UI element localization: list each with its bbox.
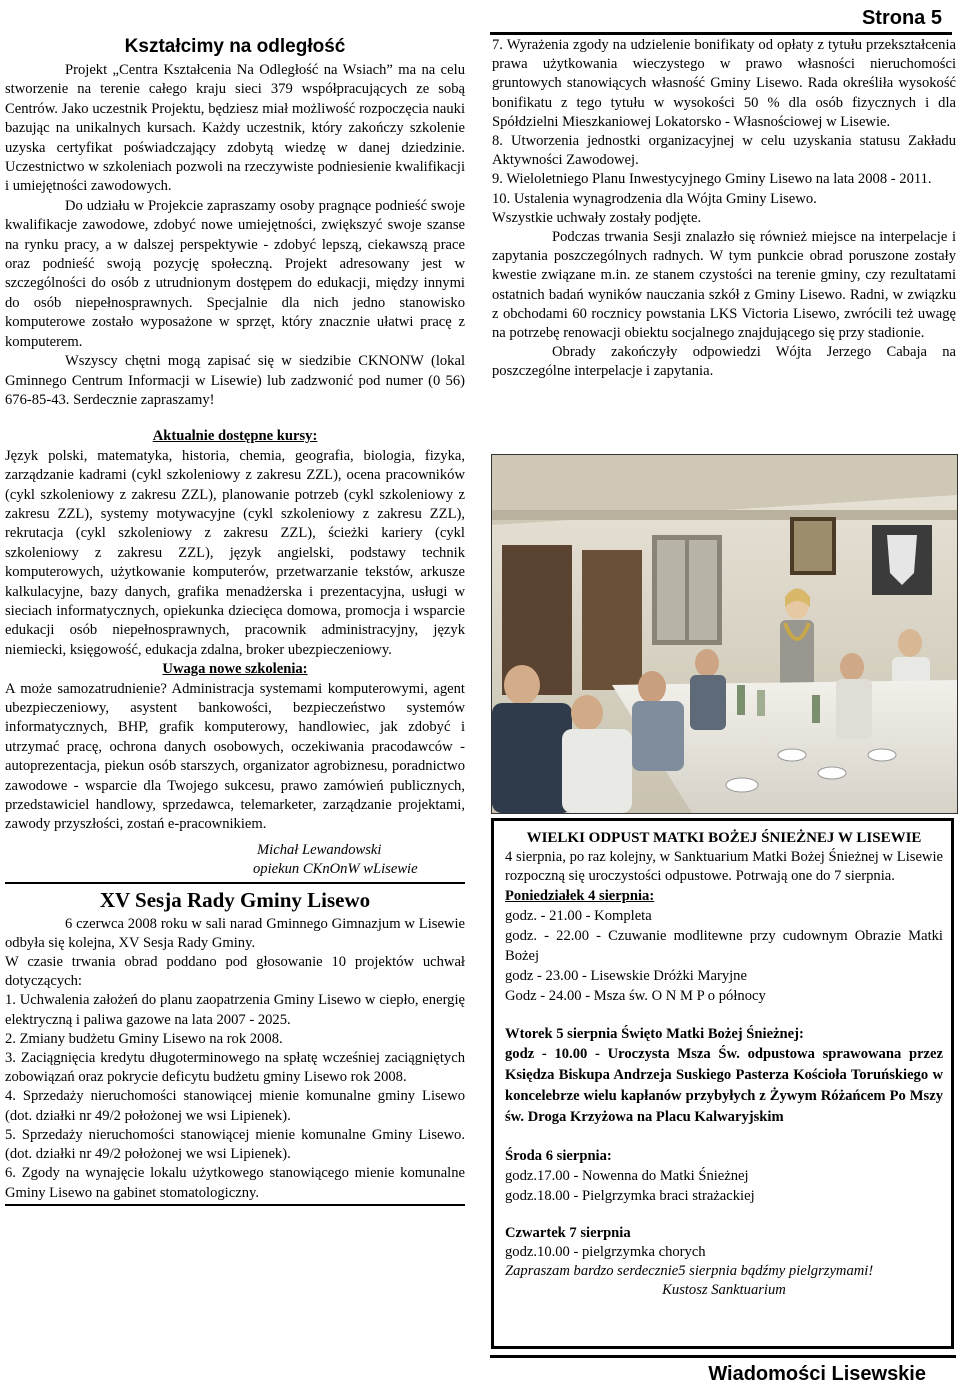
day-heading: Poniedziałek 4 sierpnia:	[505, 888, 655, 904]
odpust-box	[491, 818, 954, 1349]
schedule-item: godz.10.00 - pielgrzymka chorych	[505, 1244, 706, 1260]
article-kształcimy	[5, 36, 465, 880]
resolution-item: 10. Ustalenia wynagrodzenia dla Wójta Gminy Lisewo.	[492, 190, 817, 207]
schedule-item: godz - 10.00 - Uroczysta Msza Św. odpustowa sprawowana przez Księdza Biskupa Andrzeja Suskiego Pasterza Kościoła Toruńskiego w koncelebrze wielu kapłanów przybyłych z Żywym Różańcem Po Mszy św. Droga Krzyżowa na Placu Kalwaryjskim	[505, 1046, 943, 1125]
article-sesja	[5, 888, 465, 1203]
left-column	[5, 36, 465, 1206]
session-photo	[491, 454, 958, 814]
right-column-session	[492, 36, 956, 382]
article-paragraph: Wszyscy chętni mogą zapisać się w siedzibie CKNONW (lokal Gminnego Centrum Informacji w Lisewie) lub zadzwonić pod numer (0 56) 676-85-43. Serdecznie zapraszamy!	[5, 353, 465, 408]
interpelacje-paragraph: Podczas trwania Sesji znalazło się również miejsce na interpelacje i zapytania poszczególnych radnych. W tym punkcie obrad poruszone zostały kwestie związane m.in. ze stanem czystości na terenie gminy, czy rezultatami ostatnich badań wyników nauczania szkół z Gminy Lisewo. Radni, w związku z obchodami 60 rocznicy powstania LKS Victoria Lisewo, zwrócili też uwagę na potrzebę renowacji obiektu socjalnego znajdującego się przy stadionie.	[492, 229, 956, 342]
resolution-item: 6. Zgody na wynajęcie lokalu użytkowego stanowiącego mienie komunalne Gminy Lisewo na gabinet stomatologiczny.	[5, 1165, 465, 1201]
day-heading: Wtorek 5 sierpnia Święto Matki Bożej Śnieżnej:	[505, 1026, 804, 1042]
odpust-closing: Zapraszam bardzo serdecznie5 sierpnia bądźmy pielgrzymami!	[505, 1263, 874, 1279]
schedule-item: godz.17.00 - Nowenna do Matki Śnieżnej	[505, 1168, 749, 1184]
day-heading: Środa 6 sierpnia:	[505, 1148, 612, 1164]
resolution-item: 1. Uchwalenia założeń do planu zaopatrzenia Gminy Lisewo w ciepło, energię elektryczną i paliwa gazowe na lata 2007 - 2025.	[5, 992, 465, 1028]
article-paragraph: Projekt „Centra Kształcenia Na Odległość na Wsiach” ma na celu stworzenie na terenie całego kraju sieci 379 współpracujących ze sobą Centrów. Jako uczestnik Projektu, będziesz miał możliwość rozpoczęcia nauki bazując na unikalnych kursach. Każdy uczestnik, który zakończy szkolenie uzyska certyfikat poświadczający zdobytą wiedzę w danej dziedzinie. Uczestnictwo w szkoleniach pozwoli na rzeczywiste podniesienie kwalifikacji i umiejętności zawodowych.	[5, 62, 465, 195]
courses-list: Język polski, matematyka, historia, chemia, geografia, biologia, fizyka, zarządzanie kadrami (cykl szkoleniowy z zakresu ZZL), ocena pracowników (cykl szkoleniowy z zakresu ZZL), planowanie potrzeb (cykl szkoleniowy z zakresu ZZL), systemy motywacyjne (cykl szkoleniowy z zakresu ZZL), rekrutacja (cykl szkoleniowy z zakresu ZZL), ścieżki kariery (cykl szkoleniowy z zakresu ZZL), język angielski, podstawy technik komputerowych, użytkowanie komputerów, przetwarzanie tekstów, arkusze kalkulacyjne, bazy danych, grafika menadżerska i prezentacyjna, usługi w sieciach informatycznych, opiekunka dziecięca domowa, promocja i wsparcie edukacji osób niepełnosprawnych, pracownik administracyjny, język niemiecki, księgowość, edukacja zdalna, broker ubezpieczeniowy.	[5, 447, 465, 658]
odpust-intro: 4 sierpnia, po raz kolejny, w Sanktuarium Matki Bożej Śnieżnej w Lisewie rozpoczną się uroczystości odpustowe. Potrwają one do 7 sierpnia.	[505, 849, 943, 884]
schedule-item: godz - 23.00 - Lisewskie Dróżki Maryjne	[505, 968, 747, 984]
resolution-item: 2. Zmiany budżetu Gminy Lisewo na rok 2008.	[5, 1030, 283, 1047]
new-courses-list: A może samozatrudnienie? Administracja systemami komputerowymi, agent ubezpieczeniowy, asystent bankowości, bezpieczeństwo systemów informatycznych, BHP, grafik komputerowy, handlowiec, jak zdobyć i utrzymać pracę, ochrona danych osobowych, oczekiwania pracodawców - autoprezentacja, piekun osób starszych, organizator agrobiznesu, poradnictwo zawodowe - wsparcie dla Twojego sukcesu, prawo zamówień publicznych, przedstawiciel handlowy, sprzedawca, telemarketer, zarządzanie projektami, zawody przyszłości, zostań e-pracownikiem.	[5, 680, 465, 833]
resolution-item: 5. Sprzedaży nieruchomości stanowiącej mienie komunalne Gminy Lisewo. (dot. działki nr 49/2 położonej we wsi Lipienek).	[5, 1126, 465, 1163]
article-title: XV Sesja Rady Gminy Lisewo	[99, 887, 371, 912]
resolution-item: 8. Utworzenia jednostki organizacyjnej w celu uzyskania statusu Zakładu Aktywności Zawodowej.	[492, 133, 956, 169]
newspaper-name: Wiadomości Lisewskie	[708, 1363, 926, 1385]
schedule-item: godz. - 21.00 - Kompleta	[505, 908, 652, 924]
resolution-item: 3. Zaciągnięcia kredytu długoterminowego na spłatę wcześniej zaciągniętych zobowiązań oraz pokrycie deficytu budżetu gminy Lisewo rok 2008.	[5, 1050, 465, 1086]
closing-paragraph: Obrady zakończyły odpowiedzi Wójta Jerzego Cabaja na poszczególne interpelacje i zapytania.	[492, 344, 956, 380]
courses-heading: Aktualnie dostępne kursy:	[152, 428, 318, 445]
author-name: Michał Lewandowski	[257, 841, 382, 858]
day-heading: Czwartek 7 sierpnia	[505, 1225, 631, 1241]
session-summary: Wszystkie uchwały zostały podjęte.	[492, 209, 702, 226]
odpust-signature: Kustosz Sanktuarium	[662, 1282, 786, 1298]
author-role: opiekun CKnOnW wLisewie	[253, 861, 418, 878]
resolution-item: 9. Wieloletniego Planu Inwestycyjnego Gminy Lisewo na lata 2008 - 2011.	[492, 171, 932, 188]
page-header	[490, 6, 952, 35]
council-meeting-photo	[492, 455, 957, 813]
schedule-item: godz. - 22.00 - Czuwanie modlitewne przy cudownym Obrazie Matki Bożej	[505, 928, 943, 964]
column-bottom-rule	[5, 1204, 465, 1206]
session-intro: 6 czerwca 2008 roku w sali narad Gminnego Gimnazjum w Lisewie odbyła się kolejna, XV Sesja Rady Gminy.	[5, 915, 465, 951]
article-paragraph: Do udziału w Projekcie zapraszamy osoby pragnące podnieść swoje kwalifikacje zawodowe, zdobyć nowe umiejętności, zwiększyć swoje szanse na rynku pracy, a w dalszej perspektywie - zdobyć lepszą, ciekawszą prace oraz podnieść swoją pozycję społeczną. Projekt adresowany jest w szczególności do osób z utrudnionym dostępem do edukacji, między innymi do osób niepełnosprawnych. Specjalnie dla nich jedno stanowisko komputerowe zostało wyposażone w sprzęt, który znacznie ułatwi pracę z komputerem.	[5, 197, 465, 350]
page-footer	[490, 1355, 956, 1385]
odpust-title: WIELKI ODPUST MATKI BOŻEJ ŚNIEŻNEJ W LISEWIE	[526, 830, 922, 846]
resolution-item: 4. Sprzedaży nieruchomości stanowiącej mienie komunalne gminy Lisewo (dot. działki nr 49/2 położonej we wsi Lipienek).	[5, 1088, 465, 1124]
page-number-label: Strona 5	[861, 7, 942, 29]
article-title: Kształcimy na odległość	[124, 36, 346, 57]
schedule-item: Godz - 24.00 - Msza św. O N M P o północy	[505, 988, 766, 1004]
resolution-item: 7. Wyrażenia zgody na udzielenie bonifikaty od opłaty z tytułu przekształcenia prawa użytkowania wieczystego w prawo własności nieruchomości gruntowych stanowiących własność Gminy Lisewo. Rada określiła wysokość bonifikatu z tego tytułu w wysokości 50 % dla osób fizycznych i dla Spółdzielni Mieszkaniowej Lokatorsko - Własnościowej w Lisewie.	[492, 37, 956, 130]
section-divider	[5, 882, 465, 884]
session-intro-2: W czasie trwania obrad poddano pod głosowanie 10 projektów uchwał dotyczących:	[5, 954, 465, 990]
schedule-item: godz.18.00 - Pielgrzymka braci strażackiej	[505, 1188, 755, 1204]
new-courses-heading: Uwaga nowe szkolenia:	[162, 661, 308, 678]
